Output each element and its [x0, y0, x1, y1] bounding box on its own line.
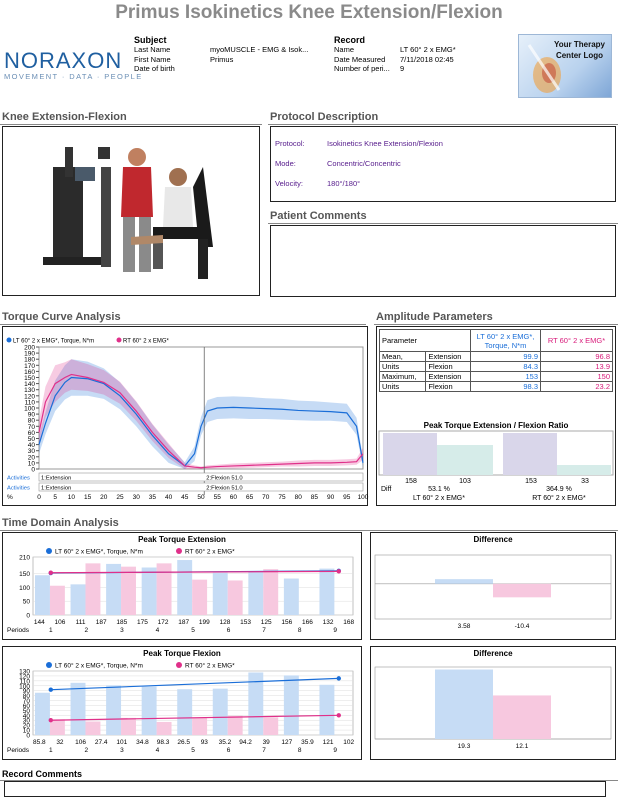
- value-label: 125: [260, 619, 272, 626]
- value-label: 35.9: [301, 739, 314, 746]
- activity-segment: 1:Extension: [41, 485, 72, 492]
- mode-label: Mode:: [275, 159, 296, 168]
- peak-torque-flexion-chart: [3, 647, 361, 759]
- first-name-value: Primus: [210, 54, 234, 64]
- ratio-lt-name: LT 60° 2 x EMG*: [413, 495, 465, 502]
- y-tick-label: 100: [19, 683, 30, 691]
- last-name-value: myoMUSCLE - EMG & Isok...: [210, 45, 309, 54]
- last-name-label: Last Name: [134, 45, 171, 54]
- y-tick-label: 150: [24, 375, 35, 382]
- bar-lt: [106, 564, 121, 615]
- chart-title: Peak Torque Extension: [138, 535, 226, 544]
- value-label: 153: [240, 619, 251, 626]
- value-label: 101: [116, 739, 128, 746]
- x-axis-label: %: [7, 494, 13, 501]
- y-tick-label: 20: [27, 454, 35, 462]
- value-label: 175: [137, 619, 148, 626]
- ratio-bar-lt-ext: [383, 433, 437, 475]
- x-tick-label: 15: [83, 494, 92, 501]
- bar-rt: [85, 563, 100, 615]
- bar-lt: [284, 579, 299, 615]
- x-tick-label: 80: [294, 494, 302, 501]
- therapy-logo-line2: Center Logo: [555, 51, 604, 60]
- amp-row-rt: 23.2: [541, 382, 613, 392]
- ratio-lt-diff: 53.1 %: [428, 486, 450, 493]
- value-label: 156: [281, 619, 293, 626]
- periods-label: Number of peri...: [334, 64, 390, 73]
- therapy-logo-line1: Your Therapy: [554, 40, 605, 49]
- value-label: 185: [116, 619, 128, 626]
- value-label: 102: [343, 739, 355, 746]
- x-tick-label: 1: [48, 747, 53, 754]
- y-tick-label: 30: [22, 717, 30, 725]
- protocol-value: Isokinetics Knee Extension/Flexion: [327, 139, 443, 148]
- torque-curve-title: Torque Curve Analysis: [2, 311, 121, 323]
- legend-rt: RT 60° 2 x EMG*: [185, 662, 235, 670]
- peak-torque-extension-chart: [3, 533, 361, 639]
- y-tick-label: 200: [24, 344, 35, 352]
- velocity-label: Velocity:: [275, 179, 303, 188]
- value-label: 98.3: [156, 739, 170, 746]
- y-tick-label: 20: [22, 722, 30, 730]
- flexion-difference-chart: [371, 647, 615, 759]
- y-tick-label: 100: [19, 584, 30, 592]
- isokinetic-machine-illustration: [3, 127, 259, 295]
- flex-diff-panel: [370, 646, 616, 760]
- diff-value-label: 12.1: [515, 743, 529, 750]
- value-label: 94.2: [239, 739, 252, 746]
- ratio-lt-ext: 158: [405, 478, 417, 485]
- y-tick-label: 0: [31, 466, 35, 474]
- amp-row-param: Units: [380, 362, 426, 372]
- diff-bar-1: [493, 695, 551, 739]
- value-label: 128: [219, 619, 231, 626]
- torque-curve-chart: [3, 327, 367, 505]
- bar-rt: [192, 718, 207, 735]
- y-tick-label: 70: [27, 423, 35, 431]
- activity-row: [39, 473, 363, 481]
- x-tick-label: 8: [297, 747, 302, 754]
- bar-lt: [35, 575, 50, 615]
- ratio-title: Peak Torque Extension / Flexion Ratio: [423, 421, 569, 430]
- value-label: 85.8: [32, 739, 46, 746]
- bar-rt: [228, 716, 243, 735]
- activity-row: [39, 483, 363, 491]
- amplitude-title: Amplitude Parameters: [376, 311, 493, 323]
- diff-value-label: -10.4: [514, 623, 530, 630]
- bar-rt: [228, 580, 243, 615]
- trend-point: [49, 718, 53, 722]
- peak-flex-panel: [2, 646, 362, 760]
- y-tick-label: 120: [24, 393, 35, 401]
- extension-difference-chart: [371, 533, 615, 639]
- value-label: 106: [54, 619, 66, 626]
- subject-block: [134, 35, 330, 74]
- legend-marker-rt: [176, 548, 182, 554]
- bar-lt: [142, 687, 157, 735]
- amp-row-param: Units: [380, 382, 426, 392]
- x-tick-label: 9: [333, 747, 338, 754]
- y-tick-label: 40: [22, 712, 30, 720]
- value-label: 34.8: [136, 739, 149, 746]
- protocol-label: Protocol:: [275, 139, 305, 148]
- y-tick-label: 130: [19, 668, 30, 676]
- diff-value-label: 19.3: [457, 743, 471, 750]
- y-tick-label: 210: [19, 554, 30, 562]
- torque-curve-panel: [2, 326, 368, 506]
- amp-row-param: Maximum,: [380, 372, 426, 382]
- bar-rt: [85, 722, 100, 735]
- activity-segment: 2:Flexion 51.0: [206, 485, 243, 492]
- periods-value: 9: [400, 64, 405, 73]
- y-tick-label: 30: [27, 448, 35, 456]
- amp-row-type: Extension: [426, 372, 471, 382]
- x-tick-label: 55: [213, 494, 221, 501]
- bar-rt: [157, 563, 172, 615]
- noraxon-logo: [4, 48, 143, 81]
- activity-segment: 2:Flexion 51.0: [206, 475, 243, 482]
- bar-rt: [121, 567, 136, 615]
- activity-label: Activities: [7, 475, 30, 482]
- x-axis-label: Periods: [7, 627, 30, 634]
- x-tick-label: 3: [120, 627, 124, 634]
- x-tick-label: 1: [48, 627, 53, 634]
- amp-row-lt: 98.3: [471, 382, 541, 392]
- x-tick-label: 6: [226, 747, 231, 754]
- legend-marker-rt: [117, 338, 122, 343]
- value-label: 93: [200, 739, 208, 746]
- bar-lt: [213, 689, 228, 735]
- x-tick-label: 85: [310, 494, 319, 501]
- patient-comments-box[interactable]: [270, 225, 616, 297]
- value-label: 187: [178, 619, 190, 626]
- x-tick-label: 4: [155, 747, 160, 754]
- x-tick-label: 20: [100, 494, 108, 501]
- bar-lt: [248, 572, 263, 615]
- bar-lt: [319, 569, 334, 615]
- amp-row-rt: 13.9: [541, 362, 613, 372]
- y-tick-label: 170: [24, 362, 35, 370]
- y-tick-label: 50: [27, 436, 35, 443]
- bar-lt: [177, 689, 192, 735]
- ratio-bar-lt-flex: [437, 445, 493, 475]
- x-tick-label: 2: [84, 747, 89, 754]
- value-label: 166: [302, 619, 313, 626]
- x-tick-label: 5: [53, 494, 58, 501]
- bar-rt: [121, 718, 136, 735]
- ratio-diff-label: Diff: [381, 486, 392, 493]
- ratio-lt-flex: 103: [459, 478, 471, 485]
- amp-row-lt: 84.3: [471, 362, 541, 372]
- protocol-box: [270, 126, 616, 202]
- date-measured-label: Date Measured: [334, 54, 386, 64]
- bar-rt: [50, 586, 65, 615]
- amplitude-table: [379, 329, 613, 392]
- ratio-rt-flex: 33: [581, 478, 589, 485]
- x-tick-label: 7: [262, 747, 266, 754]
- x-tick-label: 30: [132, 494, 140, 501]
- chart-title: Peak Torque Flexion: [143, 649, 221, 658]
- value-label: 127: [281, 739, 293, 746]
- value-label: 199: [198, 619, 210, 626]
- x-tick-label: 60: [229, 494, 238, 501]
- y-tick-label: 90: [22, 688, 30, 696]
- trend-point: [337, 676, 341, 680]
- ratio-bar-rt-flex: [557, 465, 611, 475]
- report-title: Primus Isokinetics Knee Extension/Flexion: [115, 2, 503, 23]
- trend-point: [337, 569, 341, 573]
- bar-lt: [106, 685, 121, 735]
- y-tick-label: 50: [22, 598, 30, 606]
- trend-point: [49, 571, 53, 575]
- y-tick-label: 90: [27, 411, 35, 419]
- legend-marker-lt: [46, 548, 52, 554]
- amp-row-lt: 153: [471, 372, 541, 382]
- legend-lt: LT 60° 2 x EMG*, Torque, N*m: [55, 662, 143, 670]
- amp-header-param: Parameter: [380, 330, 471, 352]
- amplitude-panel: [376, 326, 616, 506]
- x-tick-label: 35: [148, 494, 157, 501]
- bar-lt: [142, 567, 157, 615]
- amp-row-lt: 99.9: [471, 352, 541, 362]
- record-name-value: LT 60° 2 x EMG*: [400, 45, 456, 54]
- x-tick-label: 5: [191, 627, 195, 634]
- chart-title: Difference: [473, 535, 513, 544]
- bar-lt: [71, 584, 86, 615]
- bar-lt: [177, 560, 192, 615]
- amp-header-lt: LT 60° 2 x EMG*, Torque, N*m: [471, 330, 541, 352]
- value-label: 35.2: [218, 739, 232, 746]
- record-name-label: Name: [334, 45, 355, 54]
- therapy-center-logo: [518, 34, 612, 98]
- x-tick-label: 7: [262, 627, 266, 634]
- ratio-chart: [377, 429, 615, 509]
- patient-comments-title: Patient Comments: [270, 210, 367, 222]
- y-tick-label: 150: [19, 571, 30, 579]
- ratio-rt-name: RT 60° 2 x EMG*: [532, 495, 586, 502]
- record-heading: Record: [334, 35, 366, 45]
- y-tick-label: 80: [27, 417, 35, 425]
- x-tick-label: 0: [37, 494, 41, 501]
- x-tick-label: 65: [245, 494, 254, 501]
- amp-row-type: Extension: [426, 352, 471, 362]
- bar-lt: [213, 573, 228, 615]
- ratio-bar-rt-ext: [503, 433, 557, 475]
- legend-lt: LT 60° 2 x EMG*, Torque, N*m: [13, 338, 95, 345]
- y-tick-label: 60: [22, 702, 30, 710]
- x-tick-label: 90: [326, 494, 335, 501]
- bar-rt: [263, 569, 278, 615]
- y-tick-label: 110: [19, 678, 30, 686]
- value-label: 144: [33, 619, 45, 626]
- amp-header-rt: RT 60° 2 x EMG*: [541, 330, 613, 352]
- diff-value-label: 3.58: [457, 623, 471, 630]
- y-tick-label: 0: [26, 612, 30, 620]
- diff-bar-1: [493, 584, 551, 598]
- logo-brand: NORAXON: [4, 48, 123, 73]
- chart-title: Difference: [473, 649, 513, 658]
- value-label: 32: [56, 739, 64, 746]
- x-tick-label: 2: [84, 627, 89, 634]
- bar-lt: [71, 683, 86, 735]
- y-tick-label: 40: [27, 442, 35, 450]
- x-tick-label: 8: [297, 627, 302, 634]
- y-tick-label: 0: [26, 732, 30, 740]
- bar-lt: [284, 675, 299, 735]
- knee-photo: [2, 126, 260, 296]
- x-tick-label: 9: [333, 627, 338, 634]
- y-tick-label: 50: [22, 707, 30, 715]
- value-label: 168: [343, 619, 355, 626]
- x-tick-label: 4: [155, 627, 160, 634]
- legend-rt: RT 60° 2 x EMG*: [123, 338, 169, 345]
- legend-marker-rt: [176, 662, 182, 668]
- activity-segment: 1:Extension: [41, 475, 72, 482]
- knee-section-title: Knee Extension-Flexion: [2, 111, 127, 123]
- y-tick-label: 70: [22, 698, 30, 706]
- x-tick-label: 40: [164, 494, 173, 501]
- x-tick-label: 25: [116, 494, 124, 501]
- bar-rt: [263, 717, 278, 735]
- trend-point: [49, 688, 53, 692]
- bar-lt: [35, 693, 50, 735]
- y-tick-label: 190: [24, 350, 35, 358]
- ratio-rt-diff: 364.9 %: [546, 486, 572, 493]
- dob-label: Date of birth: [134, 64, 175, 73]
- ext-diff-panel: [370, 532, 616, 640]
- peak-ext-panel: [2, 532, 362, 640]
- record-comments-title: Record Comments: [2, 769, 83, 779]
- y-tick-label: 60: [27, 429, 35, 437]
- x-tick-label: 75: [278, 494, 286, 501]
- record-block: [334, 35, 514, 74]
- diff-bar-0: [435, 579, 493, 584]
- y-tick-label: 160: [24, 368, 35, 376]
- protocol-section-title: Protocol Description: [270, 111, 379, 123]
- first-name-label: First Name: [134, 54, 171, 64]
- legend-marker-lt: [7, 338, 12, 343]
- amp-row-rt: 150: [541, 372, 613, 382]
- mode-value: Concentric/Concentric: [327, 159, 401, 168]
- x-tick-label: 6: [226, 627, 231, 634]
- record-comments-box[interactable]: [4, 781, 606, 797]
- x-tick-label: 45: [181, 494, 189, 501]
- x-tick-label: 100: [357, 494, 369, 501]
- subject-heading: Subject: [134, 35, 167, 45]
- y-tick-label: 10: [27, 460, 35, 468]
- y-tick-label: 140: [24, 381, 35, 389]
- x-tick-label: 3: [120, 747, 124, 754]
- amp-row-type: Flexion: [426, 362, 471, 372]
- y-tick-label: 130: [24, 387, 35, 395]
- value-label: 39: [262, 739, 270, 746]
- bar-lt: [319, 685, 334, 735]
- date-measured-value: 7/11/2018 02:45: [400, 54, 454, 64]
- y-tick-label: 100: [24, 405, 35, 413]
- y-tick-label: 110: [24, 399, 35, 407]
- legend-rt: RT 60° 2 x EMG*: [185, 548, 235, 556]
- amp-row-type: Flexion: [426, 382, 471, 392]
- value-label: 172: [157, 619, 169, 626]
- velocity-value: 180°/180°: [327, 179, 361, 188]
- y-tick-label: 80: [22, 693, 30, 701]
- x-tick-label: 70: [262, 494, 270, 501]
- activity-label: Activities: [7, 485, 30, 492]
- legend-lt: LT 60° 2 x EMG*, Torque, N*m: [55, 548, 143, 556]
- value-label: 106: [75, 739, 86, 746]
- x-tick-label: 5: [191, 747, 195, 754]
- value-label: 187: [95, 619, 107, 626]
- amp-row-rt: 96.8: [541, 352, 613, 362]
- logo-tagline: MOVEMENT · DATA · PEOPLE: [4, 72, 143, 81]
- diff-bar-0: [435, 670, 493, 739]
- time-domain-title: Time Domain Analysis: [2, 517, 119, 529]
- trend-point: [337, 713, 341, 717]
- y-tick-label: 180: [24, 356, 35, 364]
- y-tick-label: 10: [22, 727, 30, 735]
- legend-marker-lt: [46, 662, 52, 668]
- value-label: 27.4: [94, 739, 108, 746]
- x-axis-label: Periods: [7, 747, 30, 754]
- bar-rt: [192, 580, 207, 615]
- bar-rt: [157, 722, 172, 735]
- value-label: 26.5: [177, 739, 191, 746]
- x-tick-label: 95: [343, 494, 351, 501]
- x-tick-label: 10: [67, 494, 76, 501]
- y-tick-label: 120: [19, 673, 30, 681]
- value-label: 111: [75, 619, 86, 626]
- amp-row-param: Mean,: [380, 352, 426, 362]
- x-tick-label: 50: [197, 494, 205, 501]
- value-label: 132: [322, 619, 334, 626]
- value-label: 121: [322, 739, 334, 746]
- ratio-rt-ext: 153: [525, 478, 537, 485]
